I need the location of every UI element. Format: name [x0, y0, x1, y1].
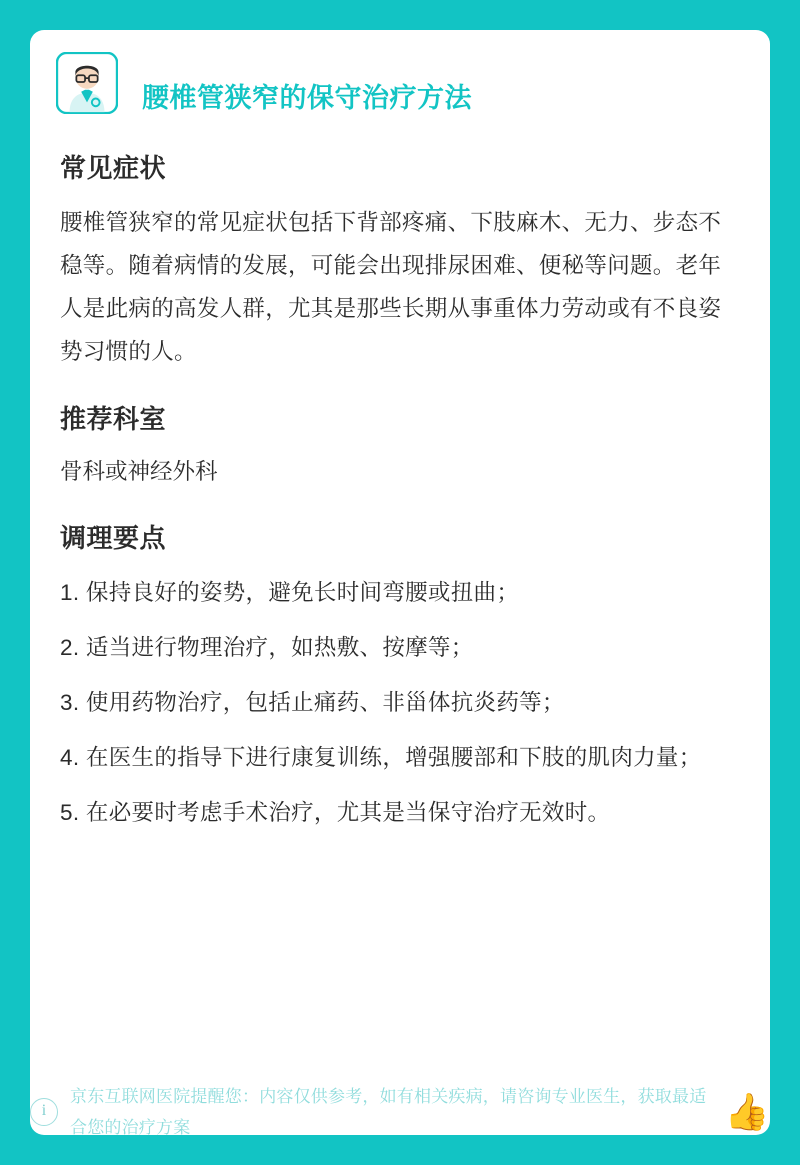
doctor-avatar-icon — [56, 52, 118, 114]
disclaimer-text: 京东互联网医院提醒您：内容仅供参考，如有相关疾病，请咨询专业医生，获取最适合您的治疗方案 — [70, 1087, 707, 1137]
list-item: 4. 在医生的指导下进行康复训练，增强腰部和下肢的肌肉力量； — [60, 745, 702, 770]
info-circle-icon: i — [30, 1098, 58, 1126]
section-heading-symptoms: 常见症状 — [60, 153, 167, 183]
section-body-symptoms: 腰椎管狭窄的常见症状包括下背部疼痛、下肢麻木、无力、步态不稳等。随着病情的发展，可能会出现排尿困难、便秘等问题。老年人是此病的高发人群，尤其是那些长期从事重体力劳动或有不良姿势习惯的人。 — [60, 210, 722, 364]
list-item: 2. 适当进行物理治疗，如热敷、按摩等； — [60, 635, 474, 660]
list-item: 3. 使用药物治疗，包括止痛药、非甾体抗炎药等； — [60, 690, 565, 715]
card-header — [30, 30, 770, 122]
section-heading-care-points: 调理要点 — [60, 523, 167, 553]
page-title: 腰椎管狭窄的保守治疗方法 — [142, 83, 472, 113]
list-item: 1. 保持良好的姿势，避免长时间弯腰或扭曲； — [60, 580, 520, 605]
care-points-list — [60, 571, 742, 834]
thumbs-up-icon[interactable]: 👍 — [724, 1091, 770, 1132]
article-card — [30, 30, 770, 1135]
article-content — [30, 148, 770, 834]
list-item: 5. 在必要时考虑手术治疗，尤其是当保守治疗无效时。 — [60, 800, 611, 825]
footer-disclaimer-bar — [30, 1077, 770, 1147]
section-heading-department: 推荐科室 — [60, 404, 167, 434]
section-body-department: 骨科或神经外科 — [60, 459, 218, 484]
